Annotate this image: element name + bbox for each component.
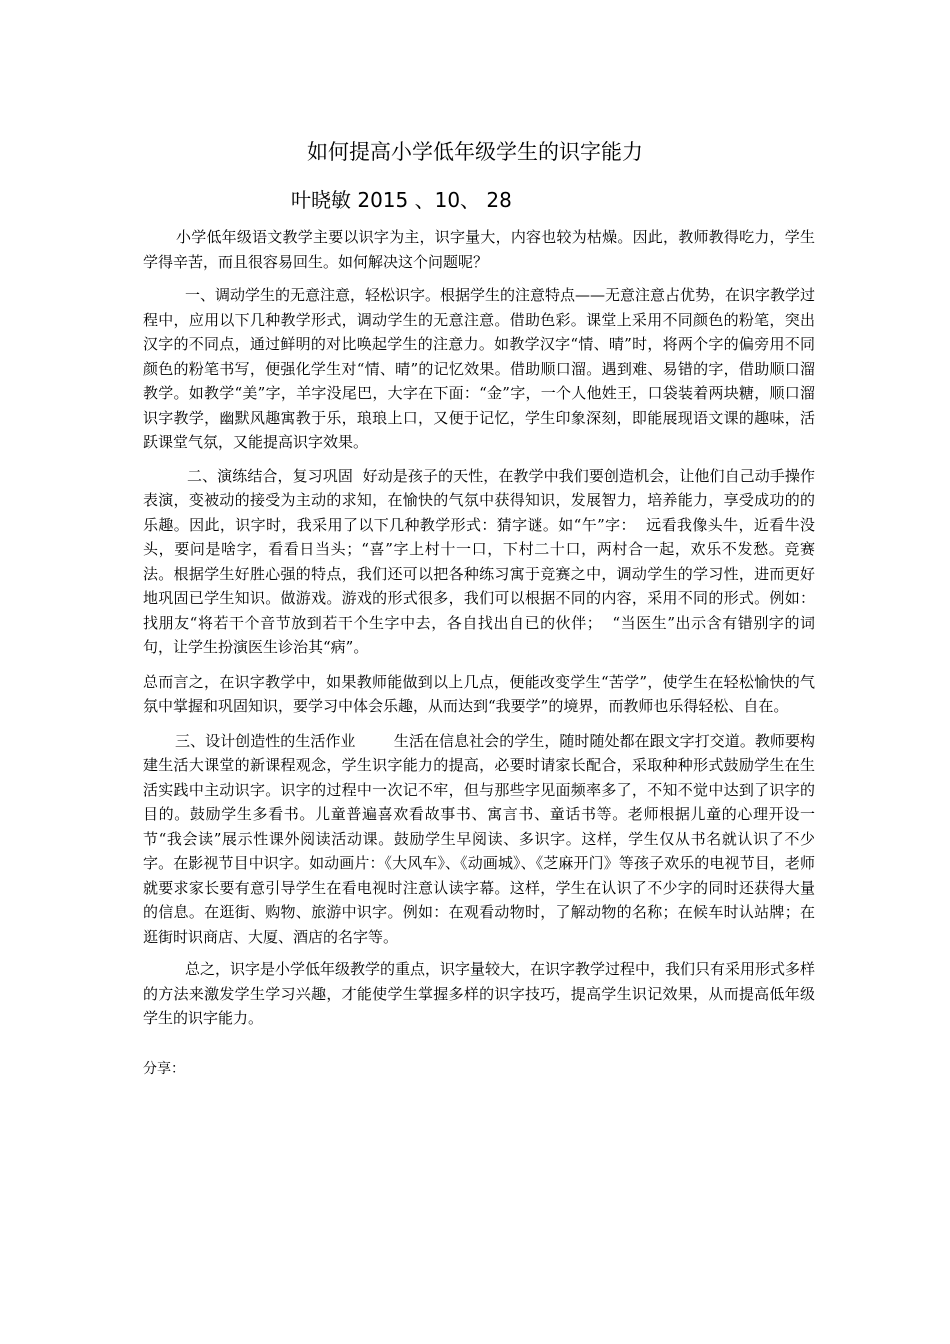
author-date-line: 叶晓敏 2015 、10、 28: [291, 188, 512, 212]
paragraph-section-three: 三、设计创造性的生活作业 生活在信息社会的学生，随时随处都在跟文字打交道。教师要构建生活大课堂的新课程观念，学生识字能力的提高，必要时请家长配合，采取种种形式鼓励学生在生活实践中主动识字。识字的过程中一次记不牢，但与那些字见面频率多了，不知不觉中达到了识字的目的。鼓励学生多看书。儿童普遍喜欢看故事书、寓言书、童话书等。老师根据儿童的心理开设一节“我会读”展示性课外阅读活动课。鼓励学生早阅读、多识字。这样，学生仅从书名就认识了不少字。在影视节目中识字。如动画片：《大风车》、《动画城》、《芝麻开门》等孩子欢乐的电视节目，老师就要求家长要有意引导学生在看电视时注意认读字幕。这样，学生在认识了不少字的同时还获得大量的信息。在逛街、购物、旅游中识字。例如：在观看动物时，了解动物的名称；在候车时认站牌；在逛街时识商店、大厦、酒店的名字等。: [143, 731, 815, 946]
paragraph-summary: 总而言之，在识字教学中，如果教师能做到以上几点，便能改变学生“苦学”，使学生在轻松愉快的气氛中掌握和巩固知识，要学习中体会乐趣，从而达到“我要学”的境界，而教师也乐得轻松、自在。: [143, 672, 815, 715]
document-body: [143, 225, 815, 1031]
document-title: 如何提高小学低年级学生的识字能力: [307, 140, 643, 164]
paragraph-intro: 小学低年级语文教学主要以识字为主，识字量大，内容也较为枯燥。因此，教师教得吃力，学生学得辛苦，而且很容易回生。如何解决这个问题呢？: [143, 228, 815, 271]
paragraph-section-two: 二、演练结合，复习巩固 好动是孩子的天性，在教学中我们要创造机会，让他们自己动手操作表演，变被动的接受为主动的求知，在愉快的气氛中获得知识，发展智力，培养能力，享受成功的的乐趣。因此，识字时，我采用了以下几种教学形式：猜字谜。如“午”字： 远看我像头牛，近看牛没头，要问是啥字，看看日当头；“喜”字上村十一口，下村二十口，两村合一起，欢乐不发愁。竞赛法。根据学生好胜心强的特点，我们还可以把各种练习寓于竞赛之中，调动学生的学习性，进而更好地巩固已学生知识。做游戏。游戏的形式很多，我们可以根据不同的内容，采用不同的形式。例如：找朋友“将若干个音节放到若干个生字中去，各自找出自已的伙伴； “当医生”出示含有错别字的词句，让学生扮演医生诊治其“病”。: [143, 466, 815, 656]
paragraph-conclusion: 总之，识字是小学低年级教学的重点，识字量较大，在识字教学过程中，我们只有采用形式多样的方法来激发学生学习兴趣，才能使学生掌握多样的识字技巧，提高学生识记效果，从而提高低年级学生的识字能力。: [143, 960, 816, 1027]
share-label: 分享：: [143, 1061, 185, 1077]
paragraph-section-one: 一、调动学生的无意注意，轻松识字。根据学生的注意特点——无意注意占优势，在识字教学过程中，应用以下几种教学形式，调动学生的无意注意。借助色彩。课堂上采用不同颜色的粉笔，突出汉字的不同点，通过鲜明的对比唤起学生的注意力。如教学汉字“情、晴”时，将两个字的偏旁用不同颜色的粉笔书写，便强化学生对“情、晴”的记忆效果。借助顺口溜。遇到难、易错的字，借助顺口溜教学。如教学“美”字，羊字没尾巴，大字在下面：“金”字，一个人他姓王，口袋装着两块糖，顺口溜识字教学，幽默风趣寓教于乐，琅琅上口，又便于记忆，学生印象深刻，即能展现语文课的趣味，活跃课堂气氛，又能提高识字效果。: [143, 286, 816, 451]
